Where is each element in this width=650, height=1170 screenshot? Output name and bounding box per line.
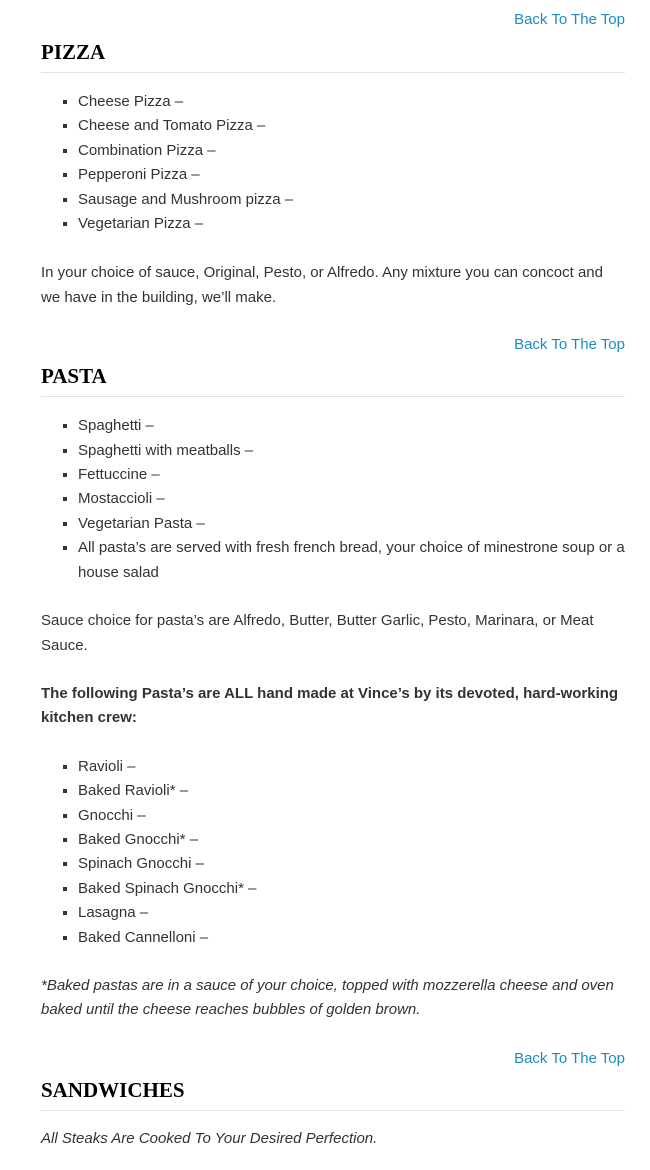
- list-item: ▪ Lasagna –: [78, 901, 625, 925]
- pasta-list: [41, 414, 625, 585]
- list-item: ▪ All pasta’s are served with fresh french bread, your choice of minestrone soup or a house salad: [78, 536, 625, 585]
- sandwiches-note: All Steaks Are Cooked To Your Desired Perfection.: [41, 1129, 378, 1147]
- list-item: ▪ Spaghetti with meatballs –: [78, 439, 625, 463]
- pizza-heading: PIZZA: [41, 40, 625, 73]
- back-to-top-link[interactable]: Back To The Top: [514, 11, 625, 28]
- list-item: ▪ Vegetarian Pizza –: [78, 212, 625, 236]
- pizza-sauce-note: In your choice of sauce, Original, Pesto, or Alfredo. Any mixture you can concoct and we have in the building, we’ll make.: [41, 264, 603, 306]
- list-item: ▪ Sausage and Mushroom pizza –: [78, 188, 625, 212]
- handmade-pasta-list: [41, 755, 625, 950]
- baked-pasta-note: *Baked pastas are in a sauce of your choice, topped with mozzerella cheese and oven baked until the cheese reaches bubbles of golden brown.: [41, 976, 614, 1019]
- list-item: ▪ Spaghetti –: [78, 414, 625, 438]
- sandwiches-heading: SANDWICHES: [41, 1078, 625, 1111]
- pasta-heading: PASTA: [41, 364, 625, 397]
- list-item: ▪ Baked Ravioli* –: [78, 779, 625, 803]
- list-item: ▪ Baked Spinach Gnocchi* –: [78, 877, 625, 901]
- list-item: ▪ Ravioli –: [78, 755, 625, 779]
- list-item: ▪ Cheese Pizza –: [78, 90, 625, 114]
- menu-content: [41, 10, 625, 1151]
- handmade-heading: The following Pasta’s are ALL hand made at Vince’s by its devoted, hard-working kitchen crew:: [41, 684, 619, 727]
- pasta-sauce-note: Sauce choice for pasta’s are Alfredo, Butter, Butter Garlic, Pesto, Marinara, or Meat Sauce.: [41, 612, 594, 654]
- list-item: ▪ Fettuccine –: [78, 463, 625, 487]
- list-item: ▪ Gnocchi –: [78, 804, 625, 828]
- list-item: ▪ Cheese and Tomato Pizza –: [78, 114, 625, 138]
- list-item: ▪ Mostaccioli –: [78, 487, 625, 511]
- list-item: ▪ Baked Gnocchi* –: [78, 828, 625, 852]
- list-item: ▪ Spinach Gnocchi –: [78, 852, 625, 876]
- list-item: ▪ Baked Cannelloni –: [78, 926, 625, 950]
- list-item: ▪ Vegetarian Pasta –: [78, 512, 625, 536]
- back-to-top-link[interactable]: Back To The Top: [514, 336, 625, 354]
- pizza-list: [41, 90, 625, 236]
- list-item: ▪ Pepperoni Pizza –: [78, 163, 625, 187]
- back-to-top-link[interactable]: Back To The Top: [514, 1049, 625, 1067]
- list-item: ▪ Combination Pizza –: [78, 139, 625, 163]
